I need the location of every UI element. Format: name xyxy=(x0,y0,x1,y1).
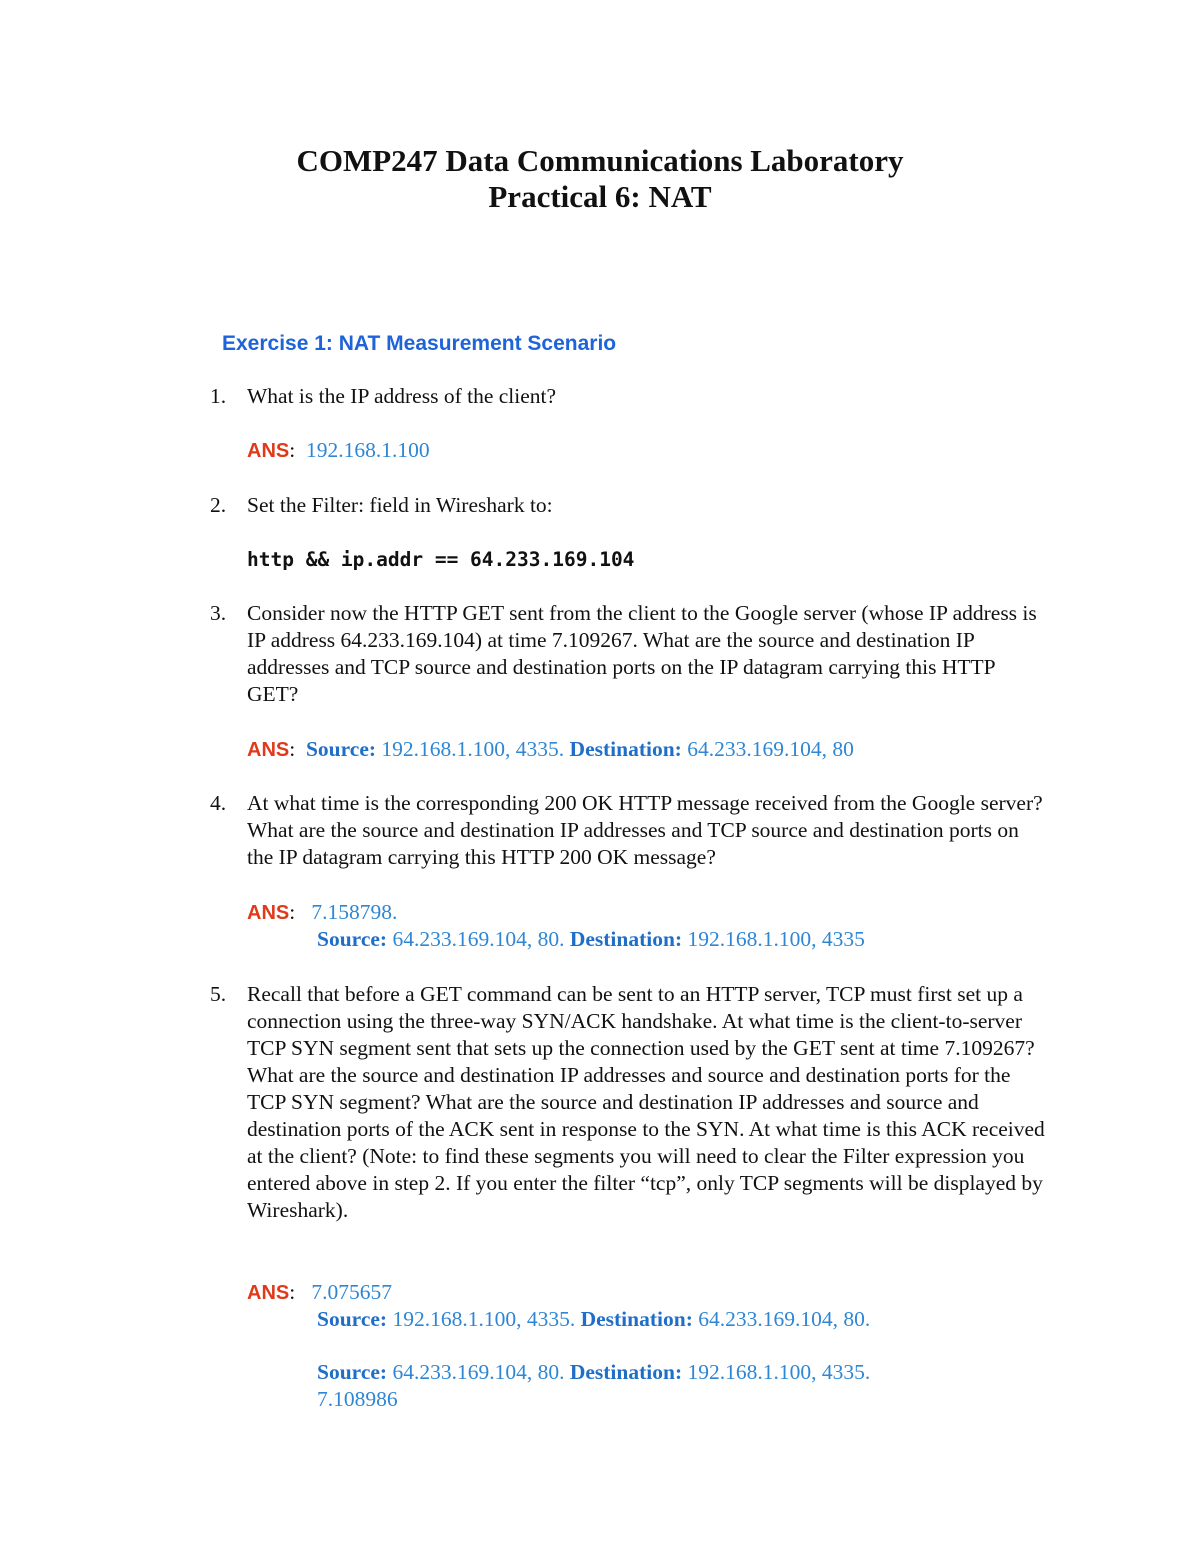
destination-label: Destination: xyxy=(569,737,682,761)
ans-label: ANS xyxy=(247,739,290,761)
question-1-text: What is the IP address of the client? xyxy=(247,384,557,408)
answer-3-destination: 64.233.169.104, 80 xyxy=(687,737,854,761)
answer-5-syn-time: 7.075657 xyxy=(311,1280,392,1304)
question-5-number: 5. xyxy=(210,982,227,1006)
answer-4-destination: 192.168.1.100, 4335 xyxy=(687,927,865,951)
question-1-number: 1. xyxy=(210,384,227,408)
question-2-text: Set the Filter: field in Wireshark to: xyxy=(247,493,553,517)
answer-5-ack-source: 64.233.169.104, 80. xyxy=(392,1360,565,1384)
question-4-number: 4. xyxy=(210,791,227,815)
ans-label: ANS xyxy=(247,1282,290,1304)
question-5-text: Recall that before a GET command can be sent to an HTTP server, TCP must first set up a connection using the three-way SYN/ACK handshake. At what time is the client-to-server TCP SYN segment sent that sets up the connection used by the GET sent at time 7.109267? What are the source and destination IP addresses and source and destination ports for the TCP SYN segment? What are the source and destination IP addresses and source and destination ports of the ACK sent in response to the SYN. At what time is this ACK received at the client? (Note: to find these segments you will need to clear the Filter expression you entered above in step 2. If you enter the filter “tcp”, only TCP segments will be displayed by Wireshark). xyxy=(247,982,1045,1222)
filter-code: http && ip.addr == 64.233.169.104 xyxy=(247,548,635,571)
source-label: Source: xyxy=(305,737,377,761)
question-2-number: 2. xyxy=(210,493,227,517)
answer-4-source: 64.233.169.104, 80. xyxy=(392,927,565,951)
answer-4-time: 7.158798. xyxy=(311,900,398,924)
destination-label: Destination: xyxy=(569,927,683,951)
answer-5-ack-destination: 192.168.1.100, 4335. xyxy=(687,1360,871,1384)
answer-5-ack-addresses xyxy=(317,1359,870,1386)
source-label: Source: xyxy=(317,1360,388,1384)
answer-4-addresses xyxy=(317,926,865,953)
exercise-heading: Exercise 1: NAT Measurement Scenario xyxy=(222,332,617,355)
source-label: Source: xyxy=(317,1307,388,1331)
question-3-number: 3. xyxy=(210,601,227,625)
answer-3: ANS: Source: 192.168.1.100, 4335. Destination: 64.233.169.104, 80 xyxy=(247,737,854,761)
destination-label: Destination: xyxy=(569,1360,683,1384)
answer-4: ANS: 7.158798. xyxy=(247,900,398,924)
ans-label: ANS xyxy=(247,440,290,462)
source-label: Source: xyxy=(317,927,388,951)
answer-5: ANS: 7.075657 xyxy=(247,1280,392,1304)
answer-3-source: 192.168.1.100, 4335. xyxy=(381,737,565,761)
question-3-text: Consider now the HTTP GET sent from the client to the Google server (whose IP address is IP address 64.233.169.104) at time 7.109267. What are the source and destination IP addresses and TCP source and destination ports on the IP datagram carrying this HTTP GET? xyxy=(247,601,1037,706)
answer-5-ack-time xyxy=(317,1386,398,1413)
answer-5-ack-time-value: 7.108986 xyxy=(317,1387,398,1411)
destination-label: Destination: xyxy=(580,1307,693,1331)
ans-label: ANS xyxy=(247,902,290,924)
question-4-text: At what time is the corresponding 200 OK HTTP message received from the Google server? What are the source and destination IP addresses and TCP source and destination ports on the IP datagram carrying this HTTP 200 OK message? xyxy=(247,791,1043,869)
document-title-line-1: COMP247 Data Communications Laboratory xyxy=(296,143,904,178)
answer-5-syn-destination: 64.233.169.104, 80. xyxy=(698,1307,871,1331)
answer-5-syn-source: 192.168.1.100, 4335. xyxy=(392,1307,576,1331)
answer-1: ANS: 192.168.1.100 xyxy=(247,438,430,462)
answer-5-syn-addresses xyxy=(317,1306,870,1333)
document-title-line-2: Practical 6: NAT xyxy=(488,179,712,214)
answer-1-value: 192.168.1.100 xyxy=(305,438,430,462)
